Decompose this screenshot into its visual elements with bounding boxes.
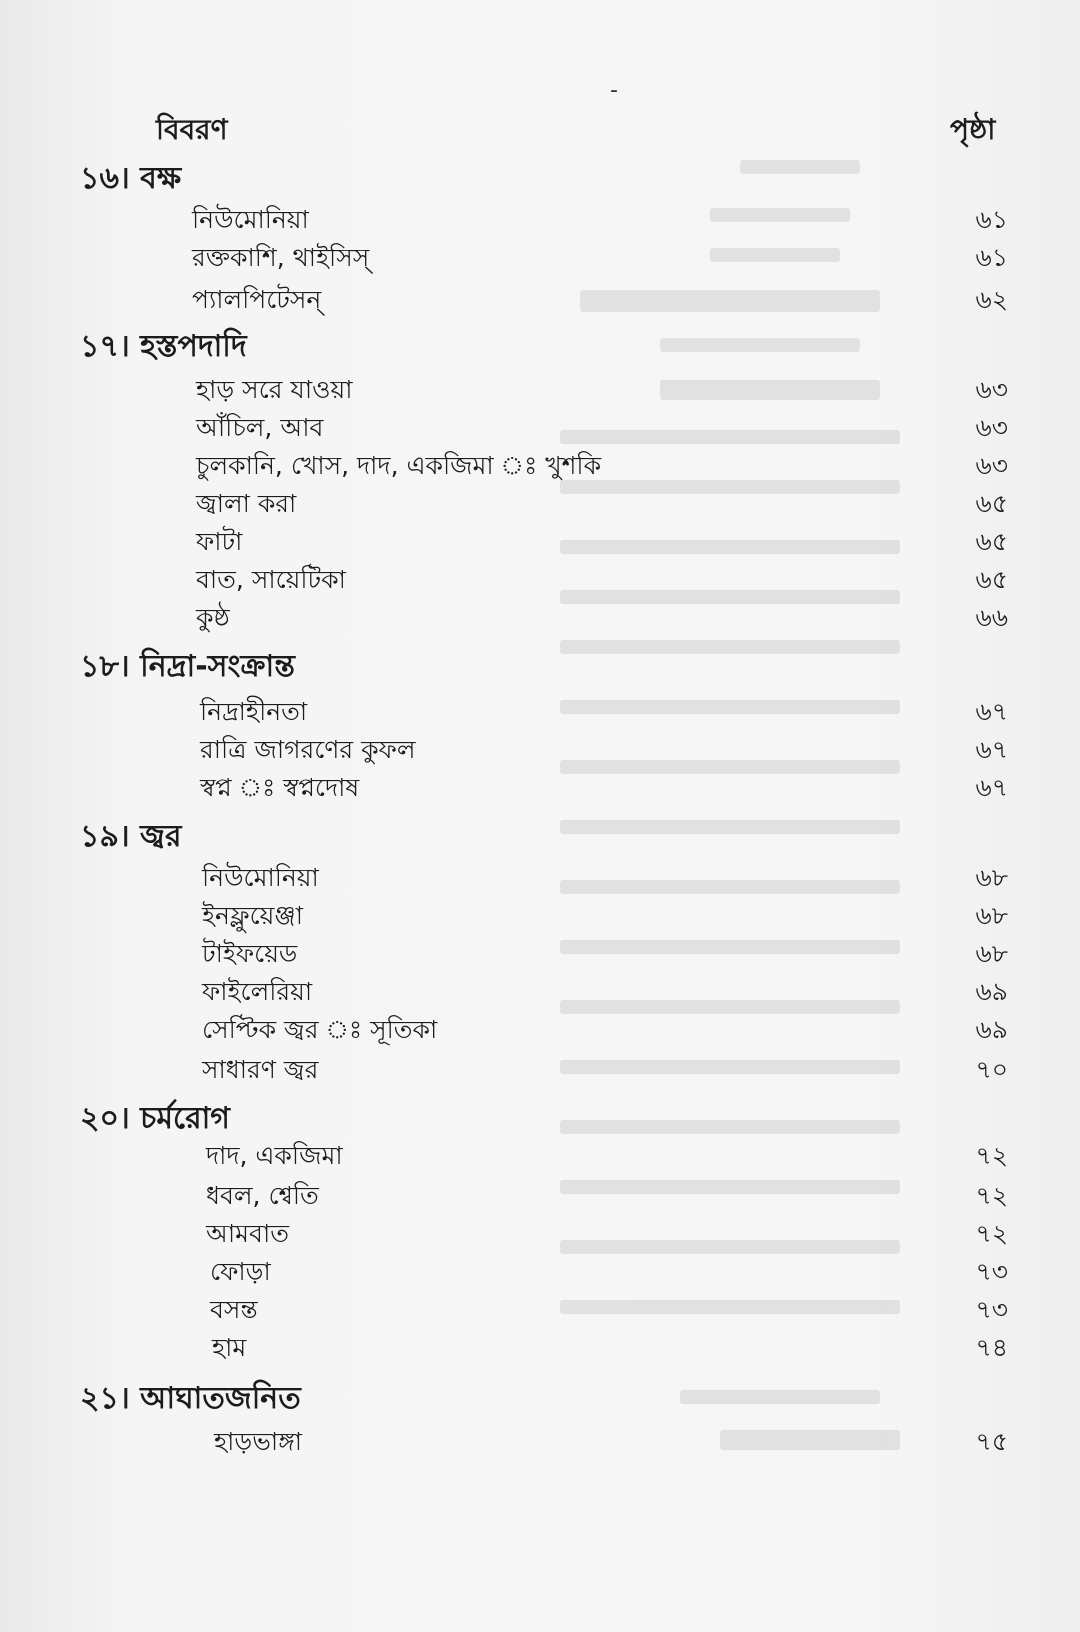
page-column-header: পৃষ্ঠা [950, 113, 996, 146]
toc-entry-label: নিউমোনিয়া [192, 205, 309, 234]
toc-entry-label: টাইফয়েড [202, 939, 298, 968]
description-column-header: বিবরণ [156, 113, 228, 146]
toc-entry-label: ফোড়া [210, 1257, 271, 1286]
toc-entry-page: ৭২ [975, 1141, 1008, 1170]
toc-entry-page: ৬৯ [975, 1015, 1008, 1044]
toc-entry-page: ৬১ [975, 243, 1008, 272]
toc-entry-label: হাড় সরে যাওয়া [196, 375, 353, 404]
toc-entry-page: ৬৩ [975, 413, 1008, 442]
toc-entry-page: ৭৩ [975, 1295, 1008, 1324]
toc-entry-page: ৬৫ [975, 565, 1008, 594]
toc-entry-page: ৬৭ [975, 773, 1008, 802]
section-title: ২১। আঘাতজনিত [80, 1381, 301, 1416]
toc-entry-page: ৭২ [975, 1181, 1008, 1210]
toc-entry-label: সাধারণ জ্বর [202, 1055, 319, 1084]
toc-entry-label: প্যালপিটেসন্ [192, 285, 322, 314]
toc-entry-label: কুষ্ঠ [196, 603, 230, 632]
section-title: ১৮। নিদ্রা-সংক্রান্ত [80, 649, 295, 684]
toc-entry-page: ৬৮ [975, 901, 1008, 930]
toc-entry-label: নিউমোনিয়া [202, 863, 319, 892]
toc-entry-label: আমবাত [206, 1219, 289, 1248]
bleed-through-texture [560, 140, 920, 1560]
toc-entry-page: ৬৯ [975, 977, 1008, 1006]
section-title: ১৭। হস্তপদাদি [80, 329, 247, 364]
toc-entry-label: আঁচিল, আব [196, 413, 324, 442]
toc-entry-page: ৬৫ [975, 527, 1008, 556]
toc-entry-label: নিদ্রাহীনতা [200, 697, 308, 726]
toc-entry-label: ফাইলেরিয়া [202, 977, 313, 1006]
toc-entry-label: বাত, সায়েটিকা [196, 565, 346, 594]
section-title: ১৯। জ্বর [80, 819, 182, 854]
toc-entry-page: ৬২ [975, 285, 1008, 314]
toc-entry-label: রাত্রি জাগরণের কুফল [200, 735, 416, 764]
toc-entry-page: ৬৮ [975, 863, 1008, 892]
toc-entry-page: ৭৩ [975, 1257, 1008, 1286]
toc-entry-page: ৬৮ [975, 939, 1008, 968]
toc-entry-label: সেপ্টিক জ্বর ঃ সূতিকা [202, 1015, 438, 1044]
toc-entry-page: ৬৬ [975, 603, 1008, 632]
toc-entry-label: চুলকানি, খোস, দাদ, একজিমা ঃ খুশকি [196, 451, 602, 480]
toc-entry-page: ৬৭ [975, 697, 1008, 726]
toc-entry-page: ৬৩ [975, 375, 1008, 404]
toc-entry-label: দাদ, একজিমা [206, 1141, 343, 1170]
toc-entry-label: জ্বালা করা [196, 489, 297, 518]
toc-entry-page: ৬৭ [975, 735, 1008, 764]
toc-entry-page: ৭০ [975, 1055, 1008, 1084]
toc-entry-label: হাম [212, 1333, 247, 1362]
toc-entry-label: ধবল, শ্বেতি [206, 1181, 319, 1210]
section-title: ১৬। বক্ষ [80, 161, 182, 196]
toc-entry-label: ইনফ্লুয়েঞ্জা [202, 901, 303, 930]
toc-entry-label: রক্তকাশি, থাইসিস্ [192, 243, 370, 272]
toc-entry-page: ৬৩ [975, 451, 1008, 480]
page-mark: - [610, 78, 618, 103]
toc-entry-page: ৭৫ [975, 1427, 1008, 1456]
section-title: ২০। চর্মরোগ [80, 1101, 230, 1136]
toc-entry-page: ৭৪ [975, 1333, 1008, 1362]
toc-entry-page: ৭২ [975, 1219, 1008, 1248]
toc-entry-page: ৬৫ [975, 489, 1008, 518]
toc-entry-label: স্বপ্ন ঃ স্বপ্নদোষ [200, 773, 360, 802]
toc-entry-label: বসন্ত [210, 1295, 258, 1324]
toc-entry-label: ফাটা [196, 527, 243, 556]
toc-entry-page: ৬১ [975, 205, 1008, 234]
toc-entry-label: হাড়ভাঙ্গা [214, 1427, 302, 1456]
